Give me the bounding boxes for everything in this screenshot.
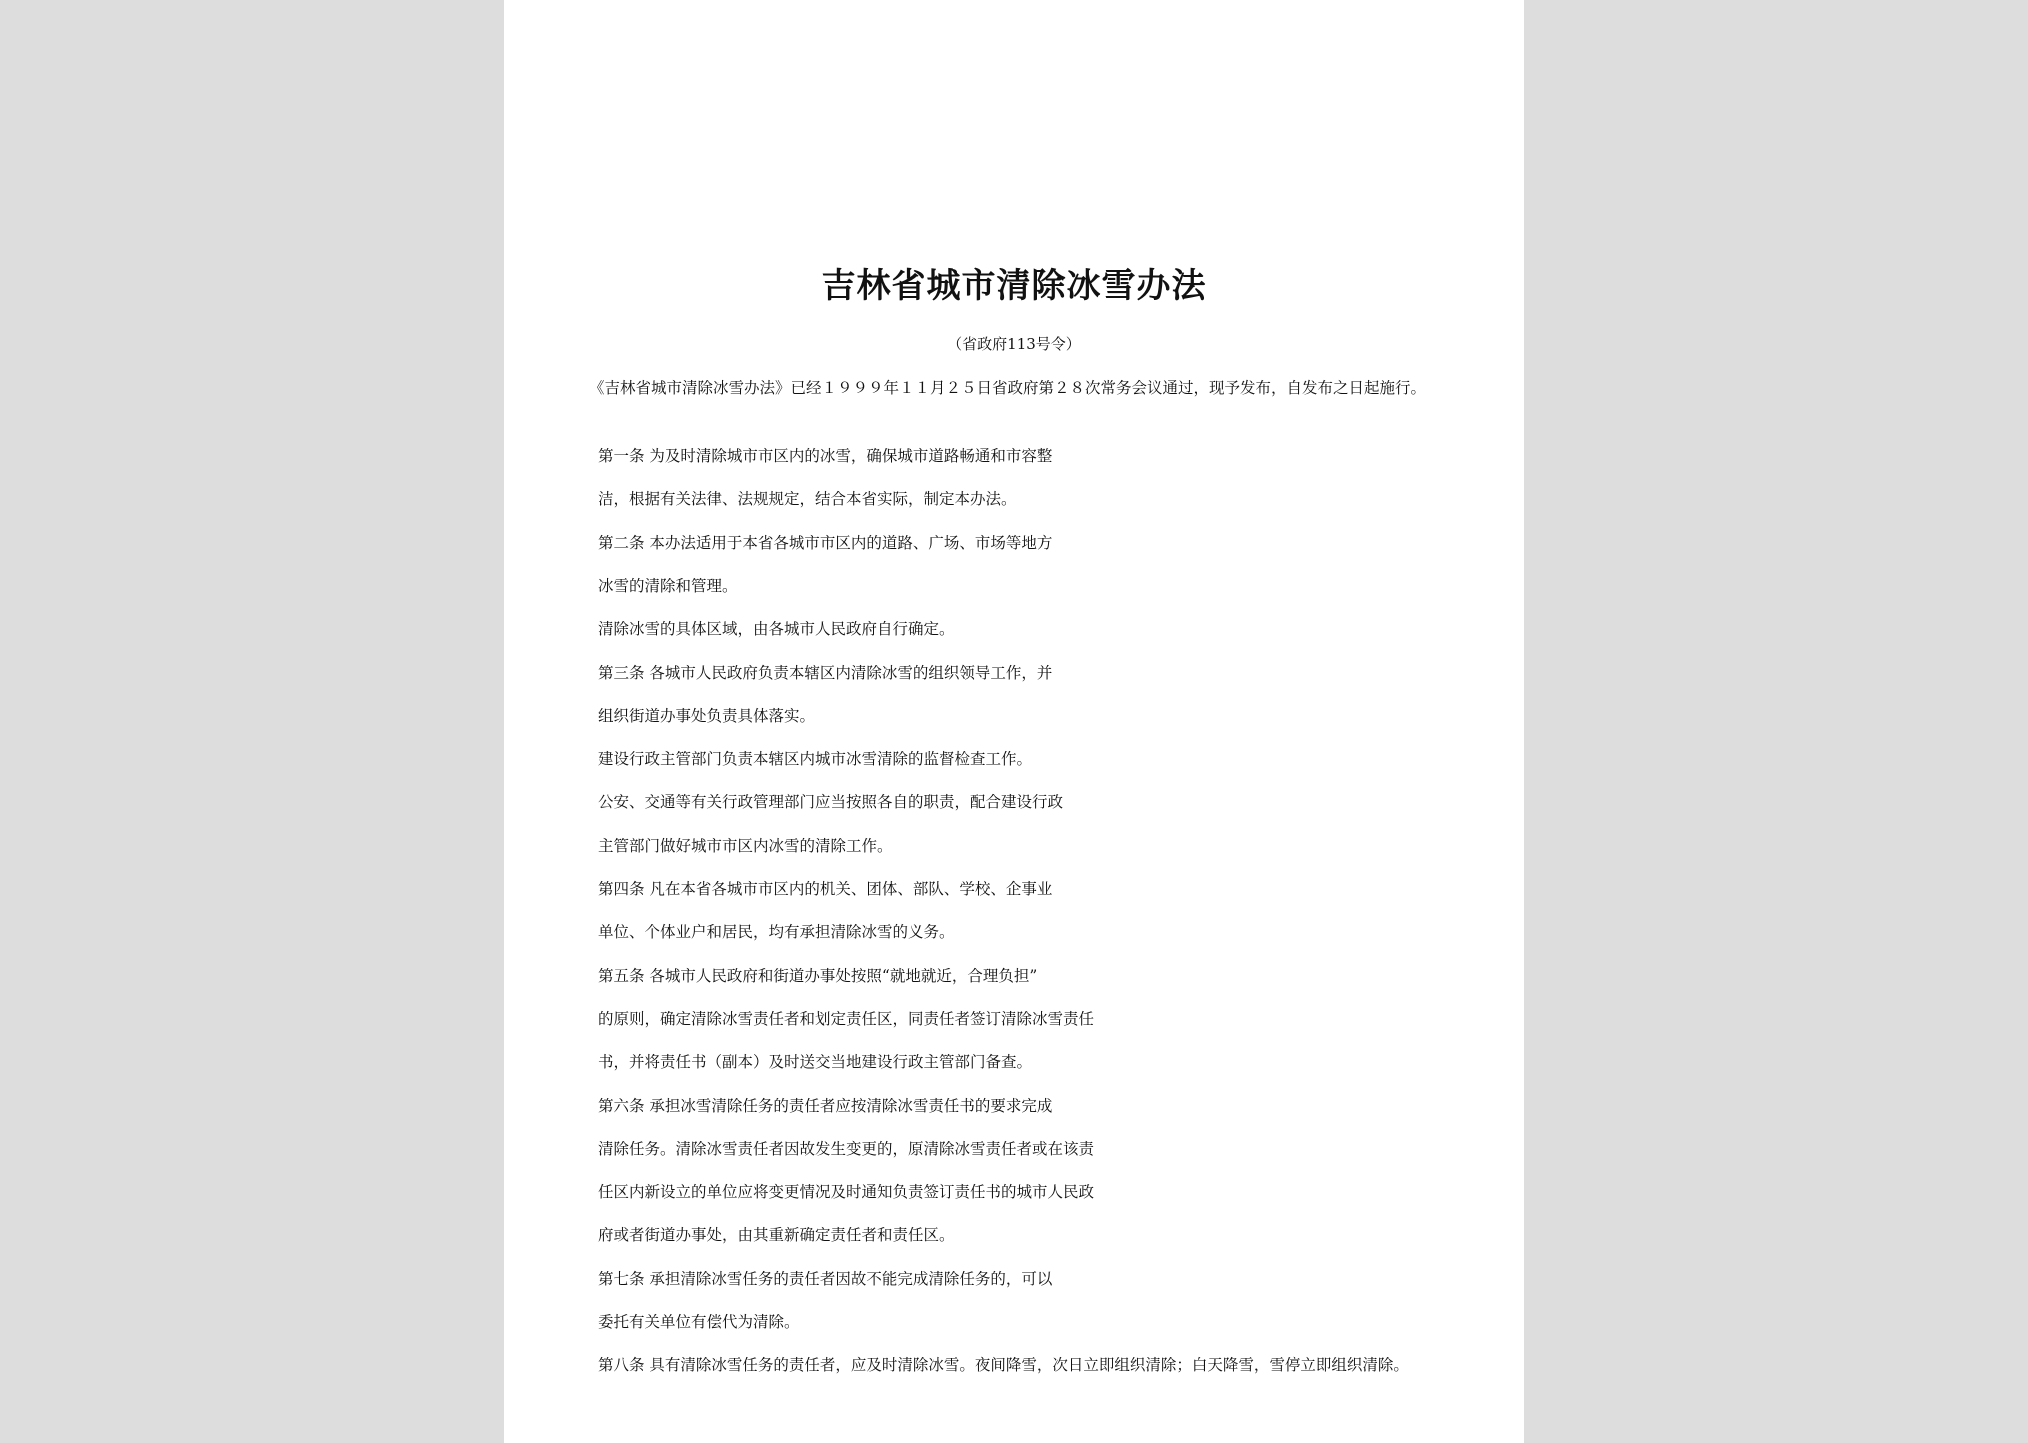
body-line: 书，并将责任书（副本）及时送交当地建设行政主管部门备查。	[598, 1053, 1033, 1071]
body-line: 委托有关单位有偿代为清除。	[598, 1313, 800, 1331]
body-line: 第五条 各城市人民政府和街道办事处按照“就地就近，合理负担”	[598, 967, 1038, 985]
body-line: 第六条 承担冰雪清除任务的责任者应按清除冰雪责任书的要求完成	[598, 1097, 1053, 1115]
body-line: 建设行政主管部门负责本辖区内城市冰雪清除的监督检查工作。	[598, 750, 1033, 768]
body-line: 清除冰雪的具体区域，由各城市人民政府自行确定。	[598, 620, 955, 638]
body-line: 洁，根据有关法律、法规规定，结合本省实际，制定本办法。	[598, 490, 1017, 508]
body-line: 的原则，确定清除冰雪责任者和划定责任区，同责任者签订清除冰雪责任	[598, 1010, 1095, 1028]
body-line: 第七条 承担清除冰雪任务的责任者因故不能完成清除任务的，可以	[598, 1270, 1053, 1288]
body-line: 冰雪的清除和管理。	[598, 577, 738, 595]
body-line: 单位、个体业户和居民，均有承担清除冰雪的义务。	[598, 923, 955, 941]
body-line: 第八条 具有清除冰雪任务的责任者，应及时清除冰雪。夜间降雪，次日立即组织清除；白天降雪，雪停立即组织清除。	[598, 1356, 1409, 1374]
document-subtitle: （省政府113号令）	[947, 335, 1081, 353]
body-line: 府或者街道办事处，由其重新确定责任者和责任区。	[598, 1226, 955, 1244]
body-line: 公安、交通等有关行政管理部门应当按照各自的职责，配合建设行政	[598, 793, 1064, 811]
document-title: 吉林省城市清除冰雪办法	[821, 266, 1207, 306]
preamble-paragraph: 《吉林省城市清除冰雪办法》已经１９９９年１１月２５日省政府第２８次常务会议通过，现予发布，自发布之日起施行。	[589, 379, 1427, 397]
body-line: 第三条 各城市人民政府负责本辖区内清除冰雪的组织领导工作，并	[598, 664, 1053, 682]
body-line: 第二条 本办法适用于本省各城市市区内的道路、广场、市场等地方	[598, 534, 1053, 552]
body-line: 组织街道办事处负责具体落实。	[598, 707, 816, 725]
body-line: 第一条 为及时清除城市市区内的冰雪，确保城市道路畅通和市容整	[598, 447, 1053, 465]
body-line: 任区内新设立的单位应将变更情况及时通知负责签订责任书的城市人民政	[598, 1183, 1095, 1201]
body-line: 清除任务。清除冰雪责任者因故发生变更的，原清除冰雪责任者或在该责	[598, 1140, 1095, 1158]
document-page	[504, 0, 1524, 1443]
body-line: 主管部门做好城市市区内冰雪的清除工作。	[598, 837, 893, 855]
body-line: 第四条 凡在本省各城市市区内的机关、团体、部队、学校、企事业	[598, 880, 1053, 898]
